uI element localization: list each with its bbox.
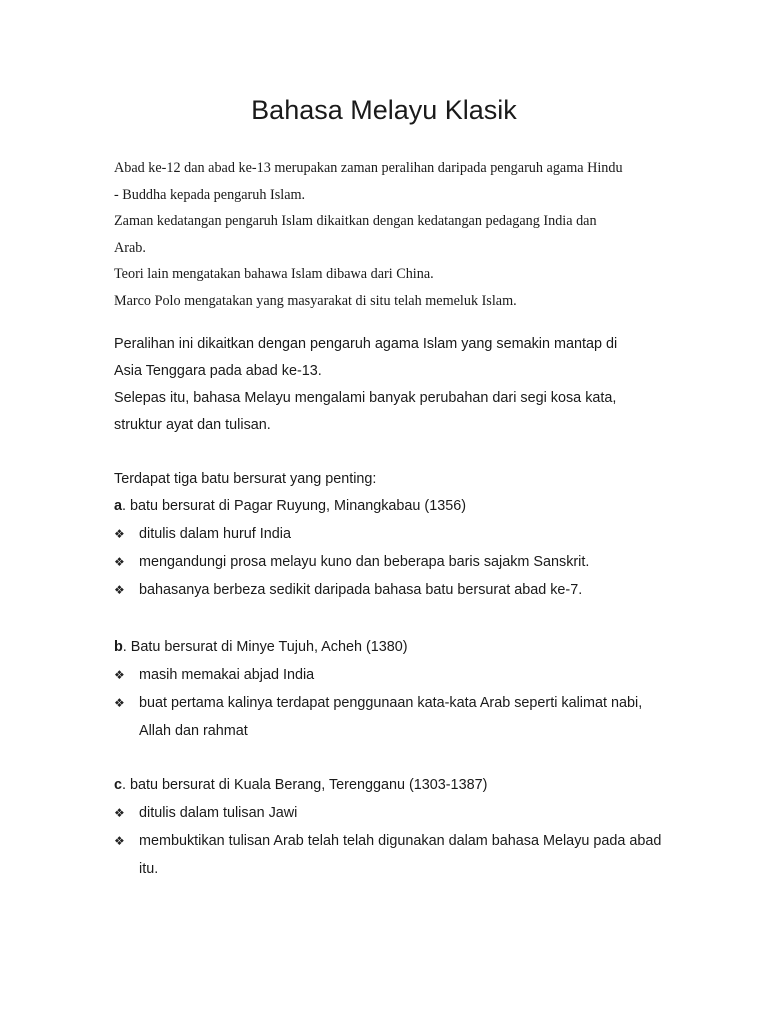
section-letter: a xyxy=(114,498,123,514)
section-heading xyxy=(114,772,674,799)
section-c xyxy=(114,772,674,883)
section-heading xyxy=(114,634,674,661)
intro-line: Marco Polo mengatakan yang masyarakat di situ telah memeluk Islam. xyxy=(114,292,517,309)
section-a xyxy=(114,466,674,604)
paragraph-line: struktur ayat dan tulisan. xyxy=(114,417,271,433)
page-title: Bahasa Melayu Klasik xyxy=(251,95,517,125)
bullet-list xyxy=(114,520,674,604)
list-item xyxy=(114,661,674,689)
intro-line: Abad ke-12 dan abad ke-13 merupakan zaman peralihan daripada pengaruh agama Hindu xyxy=(114,160,623,176)
diamond-bullet-icon: ❖ xyxy=(114,527,125,541)
bullet-list xyxy=(114,799,674,883)
list-item xyxy=(114,548,674,576)
diamond-bullet-icon: ❖ xyxy=(114,696,125,710)
paragraph-line: Selepas itu, bahasa Melayu mengalami banyak perubahan dari segi kosa kata, xyxy=(114,390,617,406)
diamond-bullet-icon: ❖ xyxy=(114,668,125,682)
list-item-text: masih memakai abjad India xyxy=(139,667,315,683)
paragraph-line: Peralihan ini dikaitkan dengan pengaruh agama Islam yang semakin mantap di xyxy=(114,336,618,352)
list-item xyxy=(114,827,674,883)
list-item-text: buat pertama kalinya terdapat penggunaan kata-kata Arab seperti kalimat nabi, Allah dan rahmat xyxy=(139,695,643,739)
intro-line: Teori lain mengatakan bahawa Islam dibawa dari China. xyxy=(114,266,434,282)
section-heading-text: . Batu bersurat di Minye Tujuh, Acheh (1380) xyxy=(122,639,408,655)
section-letter: b xyxy=(114,639,123,655)
list-item xyxy=(114,520,674,548)
intro-line: Zaman kedatangan pengaruh Islam dikaitkan dengan kedatangan pedagang India dan xyxy=(114,213,597,229)
list-item xyxy=(114,799,674,827)
list-item xyxy=(114,576,674,604)
paragraph-line: Asia Tenggara pada abad ke-13. xyxy=(114,363,322,379)
intro-paragraph xyxy=(114,155,674,314)
section-heading xyxy=(114,493,674,520)
intro-line: - Buddha kepada pengaruh Islam. xyxy=(114,186,306,203)
section-b xyxy=(114,634,674,745)
diamond-bullet-icon: ❖ xyxy=(114,806,125,820)
diamond-bullet-icon: ❖ xyxy=(114,583,125,597)
peralihan-paragraph xyxy=(114,331,674,439)
diamond-bullet-icon: ❖ xyxy=(114,834,125,848)
list-item-text: bahasanya berbeza sedikit daripada bahasa batu bersurat abad ke-7. xyxy=(139,582,583,598)
section-heading-text: . batu bersurat di Pagar Ruyung, Minangkabau (1356) xyxy=(122,498,467,514)
diamond-bullet-icon: ❖ xyxy=(114,555,125,569)
list-item xyxy=(114,689,674,745)
intro-line: Arab. xyxy=(114,239,146,256)
section-heading-text: . batu bersurat di Kuala Berang, Terengganu (1303-1387) xyxy=(122,777,488,793)
list-item-text: mengandungi prosa melayu kuno dan beberapa baris sajakm Sanskrit. xyxy=(139,554,590,570)
list-item-text: ditulis dalam huruf India xyxy=(139,526,291,542)
bullet-list xyxy=(114,661,674,745)
section-letter: c xyxy=(114,777,123,793)
list-item-text: ditulis dalam tulisan Jawi xyxy=(139,805,298,821)
batu-intro: Terdapat tiga batu bersurat yang penting: xyxy=(114,471,377,487)
list-item-text: membuktikan tulisan Arab telah telah digunakan dalam bahasa Melayu pada abad itu. xyxy=(139,833,662,877)
